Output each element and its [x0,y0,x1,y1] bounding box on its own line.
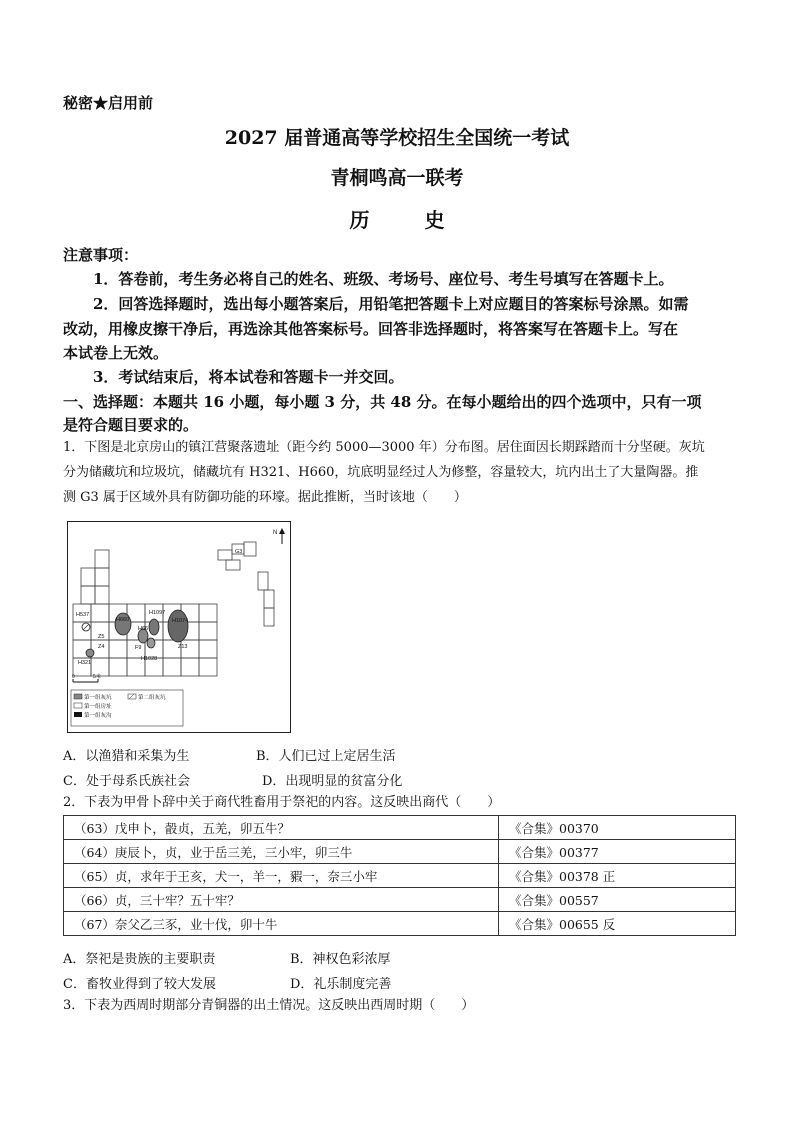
settlement-map [67,521,291,733]
excavation-grid [73,542,274,676]
table-row [64,888,736,912]
exam-title: 2027 届普通高等学校招生全国统一考试 [224,127,570,149]
table-cell-source: 《合集》00377 [499,840,736,864]
q2-option-c[interactable]: C．畜牧业得到了较大发展 [63,977,216,992]
map-legend [71,690,183,726]
table-cell-text: （65）贞，求年于王亥，犬一，羊一，豭一，奈三小牢 [64,864,499,888]
note-1: 1．答卷前，考生务必将自己的姓名、班级、考场号、座位号、考生号填写在答题卡上。 [93,270,674,288]
map-label-h1028: H1028 [141,656,158,662]
note-2-line1: 2．回答选择题时，选出每小题答案后，用铅笔把答题卡上对应题目的答案标号涂黑。如需 [93,295,689,313]
q2-option-a[interactable]: A．祭祀是贵族的主要职责 [63,952,216,967]
table-cell-source: 《合集》00370 [499,816,736,840]
q1-option-a[interactable]: A．以渔猎和采集为生 [63,749,190,764]
q2-option-d[interactable]: D．礼乐制度完善 [290,977,392,992]
map-label-f9: F9 [135,645,142,651]
section-heading-line1: 一、选择题：本题共 16 小题，每小题 3 分，共 48 分。在每小题给出的四个选项中，只有一项 [63,393,702,411]
q2-option-b[interactable]: B．神权色彩浓厚 [290,952,391,967]
note-3: 3．考试结束后，将本试卷和答题卡一并交回。 [93,368,404,386]
table-cell-text: （67）奈父乙三豕，业十伐，卯十牛 [64,912,499,936]
map-label-z5: Z5 [98,634,105,640]
table-row [64,912,736,936]
q1-option-c[interactable]: C．处于母系氏族社会 [63,774,190,789]
q1-option-d[interactable]: D．出现明显的贫富分化 [262,774,403,789]
confidential-mark: 秘密★启用前 [63,94,154,112]
table-cell-text: （63）戊申卜，瞉贞，五羌，卯五牛？ [64,816,499,840]
oracle-bone-table [63,815,736,936]
section-heading-line2: 是符合题目要求的。 [63,416,199,434]
table-cell-text: （66）贞，三十牢？五十牢？ [64,888,499,912]
q1-stem-line1: 1．下图是北京房山的镇江营聚落遗址（距今约 5000—3000 年）分布图。居住面因长期踩踏而十分坚硬。灰坑 [63,440,705,455]
settlement-map-svg [68,522,290,732]
map-label-h537: H537 [76,612,90,618]
q1-option-b[interactable]: B．人们已过上定居生活 [256,749,396,764]
table-cell-source: 《合集》00655 反 [499,912,736,936]
table-cell-text: （64）庚辰卜，贞，业于岳三羌，三小牢，卯三牛 [64,840,499,864]
q3-stem: 3．下表为西周时期部分青铜器的出土情况。这反映出西周时期（ ） [63,998,475,1013]
table-row [64,864,736,888]
svg-text:5米: 5米 [93,674,101,680]
legend-group2-pit: 第二组灰坑 [138,695,166,701]
subject-title: 历 史 [349,208,469,232]
map-label-h321: H321 [78,660,92,666]
exam-subtitle: 青桐鸣高一联考 [330,167,464,189]
scale-bar [72,673,101,682]
map-label-h1074: H1074 [172,618,189,624]
svg-text:0: 0 [72,674,75,680]
map-label-h1097: H1097 [149,610,166,616]
legend-group1-ditch: 第一组灰沟 [84,713,112,719]
table-row [64,816,736,840]
map-label-h660: H660 [116,617,130,623]
q1-stem-line2: 分为储藏坑和垃圾坑，储藏坑有 H321、H660，坑底明显经过人为修整，容量较大，坑内出土了大量陶器。推 [63,465,699,480]
notes-heading: 注意事项： [63,246,139,264]
note-2-line3: 本试卷上无效。 [63,344,169,362]
svg-text:N: N [273,530,278,536]
map-label-z13: Z13 [178,644,188,650]
legend-group1-pit: 第一组灰坑 [84,695,112,701]
q1-stem-line3: 测 G3 属于区域外具有防御功能的环壕。据此推断，当时该地（ ） [63,490,467,505]
table-row [64,840,736,864]
q2-stem: 2．下表为甲骨卜辞中关于商代牲畜用于祭祀的内容。这反映出商代（ ） [63,795,501,810]
map-label-h66: H66 [138,626,149,632]
north-arrow-icon [273,528,285,544]
map-label-g3: G3 [235,549,243,555]
table-cell-source: 《合集》00378 正 [499,864,736,888]
table-cell-source: 《合集》00557 [499,888,736,912]
map-label-z4: Z4 [98,644,105,650]
legend-group1-house: 第一组房址 [84,704,112,710]
note-2-line2: 改动，用橡皮擦干净后，再选涂其他答案标号。回答非选择题时，将答案写在答题卡上。写在 [63,320,679,338]
